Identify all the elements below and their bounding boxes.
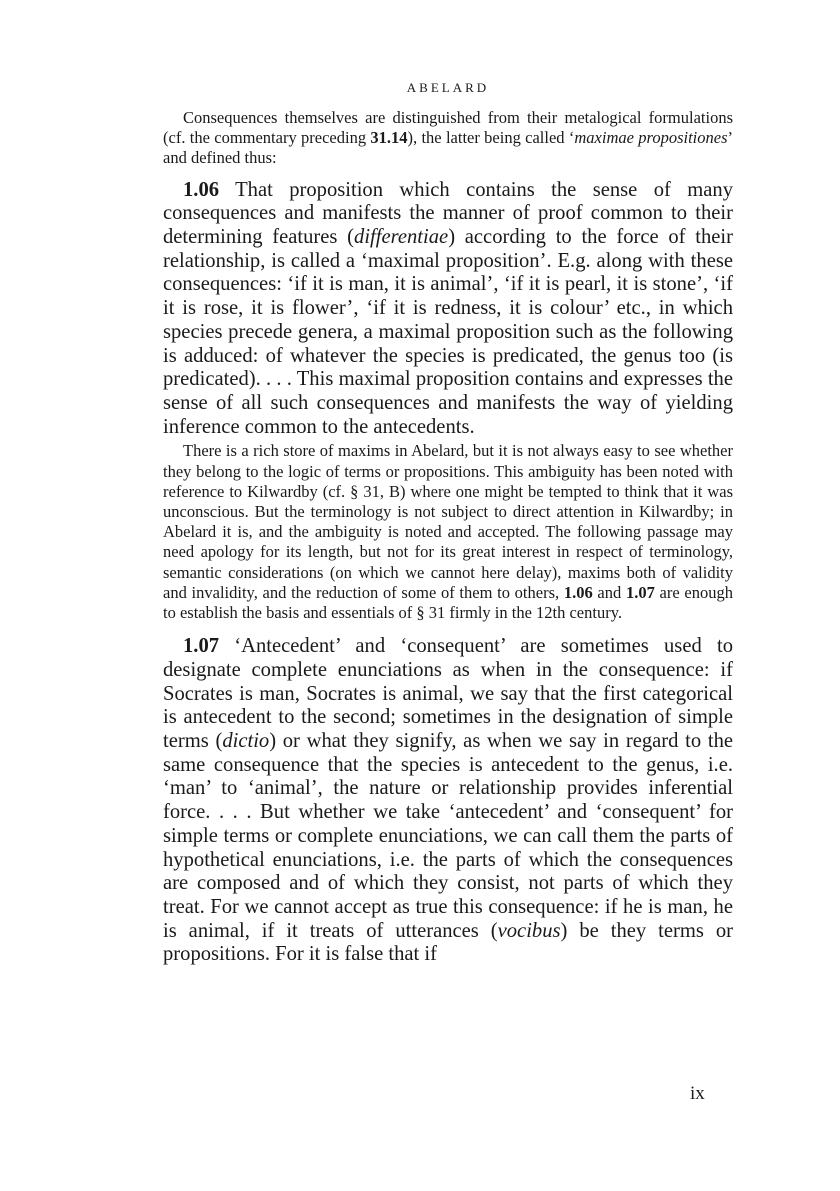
section-1-06-text-2: ) according to the force of their relationship, is called a ‘maximal proposition’. E.g. along with these consequences: ‘if it is man, it is animal’, ‘if it is pearl, it is stone’, ‘if it is rose, it is flower’, ‘if it is redness, it is colour’ etc., in which species precede genera, a maximal proposition such as the following is adduced: of whatever the species is predicated, the genus too (is predicated). . . . This maximal proposition contains and expresses the sense of all such consequences and manifests the way of yielding inference common to the antecedents.: [163, 226, 733, 438]
commentary-text-1: There is a rich store of maxims in Abelard, but it is not always easy to see whether they belong to the logic of terms or propositions. This ambiguity has been noted with reference to Kilwardby (cf. § 31, B) where one might be tempted to think that it was unconscious. But the terminology is not subject to direct attention in Kilwardby; in Abelard it is, and the ambiguity is noted and accepted. The following passage may need apology for its length, but not for its great interest in respect of terminology, semantic considerations (on which we cannot here delay), maxims both of validity and invalidity, and the reduction of some of them to others,: [163, 441, 733, 602]
page-number: ix: [690, 1083, 705, 1104]
commentary-paragraph: [163, 441, 733, 623]
section-1-07-text-2: ) or what they signify, as when we say in regard to the same consequence that the species is antecedent to the genus, i.e. ‘man’ to ‘animal’, the nature or relationship provides inferential force. . . . But whether we take ‘antecedent’ and ‘consequent’ for simple terms or complete enunciations, we can call them the parts of hypothetical enunciations, i.e. the parts of which the consequences are composed and of which they consist, not parts of which they treat. For we cannot accept as true this consequence: if he is man, he is animal, if it treats of utterances (: [163, 729, 734, 942]
section-1-07-text-1: ‘Antecedent’ and ‘consequent’ are sometimes used to designate complete enunciations as when in the consequence: if Socrates is man, Socrates is animal, we say that the first categorical is antecedent to the second; sometimes in the designation of simple terms (: [163, 635, 733, 752]
commentary-ref-2: 1.07: [625, 582, 655, 602]
commentary-text-3: are enough to establish the basis and essentials of § 31 firmly in the 12th century.: [163, 582, 733, 622]
commentary-text-2: and: [592, 582, 626, 602]
section-1-07-emphasis-1: dictio: [222, 729, 270, 752]
section-1-07: [163, 635, 733, 967]
section-1-06-text-1: That proposition which contains the sense of many consequences and manifests the manner of proof common to their determining features (: [163, 178, 733, 249]
section-number-1-07: 1.07: [183, 635, 220, 658]
intro-ref: 31.14: [370, 128, 408, 148]
intro-text-3: ’ and defined thus:: [163, 128, 733, 168]
page-content: [163, 80, 733, 967]
running-header: ABELARD: [406, 80, 490, 95]
section-1-06: [163, 179, 733, 440]
intro-paragraph: [163, 108, 733, 169]
commentary-ref-1: 1.06: [563, 582, 593, 602]
intro-emphasis: maximae propositiones: [574, 128, 728, 148]
intro-text-2: ), the latter being called ‘: [407, 128, 575, 148]
section-1-07-emphasis-2: vocibus: [497, 919, 561, 942]
section-1-07-text-3: ) be they terms or propositions. For it is false that if: [163, 919, 733, 966]
section-1-06-emphasis: differentiae: [354, 226, 449, 249]
section-number-1-06: 1.06: [183, 178, 220, 201]
intro-text-1: Consequences themselves are distinguished from their metalogical formulations (cf. the commentary preceding: [163, 108, 733, 148]
